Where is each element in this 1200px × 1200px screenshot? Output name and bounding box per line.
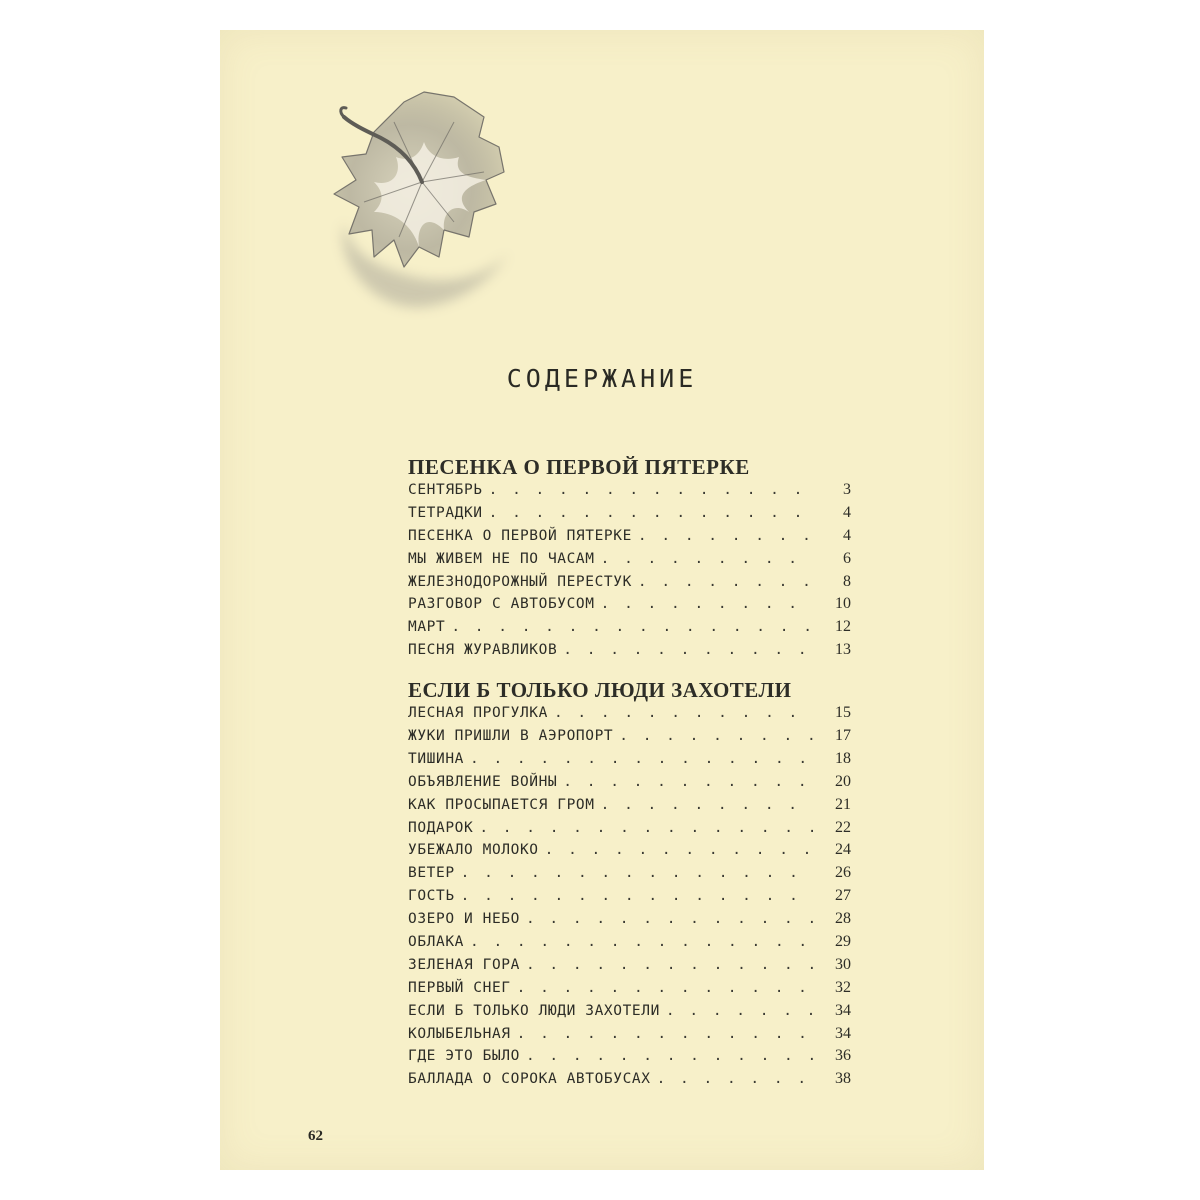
entry-page: 32 xyxy=(835,978,851,996)
entry-page: 17 xyxy=(835,727,851,745)
toc-entry xyxy=(408,618,851,641)
toc-section xyxy=(408,453,851,664)
dot-leader xyxy=(461,888,813,904)
entry-title: ПЕСЕНКА О ПЕРВОЙ ПЯТЕРКЕ xyxy=(408,527,632,544)
toc-entry xyxy=(408,1002,851,1025)
entry-page: 18 xyxy=(835,749,851,767)
entry-title: ПЕРВЫЙ СНЕГ xyxy=(408,979,511,996)
entry-page: 30 xyxy=(835,955,851,973)
toc-entry xyxy=(408,887,851,910)
toc-entry xyxy=(408,910,851,933)
entry-title: ЕСЛИ Б ТОЛЬКО ЛЮДИ ЗАХОТЕЛИ xyxy=(408,1002,660,1019)
toc-entry xyxy=(408,956,851,979)
toc-entry xyxy=(408,819,851,842)
entry-title: РАЗГОВОР С АВТОБУСОМ xyxy=(408,596,595,613)
dot-leader xyxy=(526,957,813,973)
entry-page: 34 xyxy=(835,1024,851,1042)
toc-entry xyxy=(408,796,851,819)
toc-entry xyxy=(408,933,851,956)
entry-title: СЕНТЯБРЬ xyxy=(408,482,483,498)
toc-entry xyxy=(408,527,851,550)
toc-entry xyxy=(408,550,851,573)
toc-entry xyxy=(408,727,851,750)
entry-page: 10 xyxy=(835,595,851,613)
toc-section xyxy=(408,676,851,1093)
table-of-contents xyxy=(408,453,851,1093)
entry-page: 22 xyxy=(835,818,851,836)
dot-leader xyxy=(461,865,813,881)
dot-leader xyxy=(666,1003,813,1019)
dot-leader xyxy=(470,751,813,767)
entry-page: 3 xyxy=(843,481,851,498)
section-heading: ПЕСЕНКА О ПЕРВОЙ ПЯТЕРКЕ xyxy=(408,455,750,479)
toc-entry xyxy=(408,1070,851,1093)
dot-leader xyxy=(601,551,813,567)
dot-leader xyxy=(489,482,813,498)
entry-title: ТИШИНА xyxy=(408,750,464,767)
entry-page: 24 xyxy=(835,841,851,859)
entry-title: ГДЕ ЭТО БЫЛО xyxy=(408,1048,520,1065)
toc-entry xyxy=(408,481,851,504)
toc-entry xyxy=(408,979,851,1002)
dot-leader xyxy=(638,574,813,590)
toc-entry xyxy=(408,1025,851,1048)
entry-page: 4 xyxy=(843,526,851,544)
dot-leader xyxy=(470,934,813,950)
entry-title: КАК ПРОСЫПАЕТСЯ ГРОМ xyxy=(408,796,595,813)
entry-page: 4 xyxy=(843,503,851,521)
entry-title: ЛЕСНАЯ ПРОГУЛКА xyxy=(408,705,548,722)
entry-page: 21 xyxy=(835,795,851,813)
section-spacer xyxy=(408,664,851,676)
entry-title: УБЕЖАЛО МОЛОКО xyxy=(408,842,539,859)
entry-page: 27 xyxy=(835,887,851,905)
entry-title: ЗЕЛЕНАЯ ГОРА xyxy=(408,956,520,973)
dot-leader xyxy=(517,980,813,996)
entry-page: 28 xyxy=(835,910,851,928)
toc-entry xyxy=(408,841,851,864)
toc-entry xyxy=(408,704,851,727)
dot-leader xyxy=(601,797,813,813)
dot-leader xyxy=(657,1071,813,1087)
entry-title: ЖУКИ ПРИШЛИ В АЭРОПОРТ xyxy=(408,728,614,745)
entry-page: 36 xyxy=(835,1047,851,1065)
maple-leaf-icon xyxy=(304,62,554,322)
section-heading: ЕСЛИ Б ТОЛЬКО ЛЮДИ ЗАХОТЕЛИ xyxy=(408,678,792,703)
dot-leader xyxy=(638,528,813,544)
entry-page: 6 xyxy=(843,549,851,567)
entry-page: 26 xyxy=(835,864,851,882)
dot-leader xyxy=(619,728,813,744)
entry-page: 8 xyxy=(843,572,851,590)
toc-entry xyxy=(408,504,851,527)
entry-title: ОЗЕРО И НЕБО xyxy=(408,911,520,928)
toc-entry xyxy=(408,573,851,596)
entry-title: ПОДАРОК xyxy=(408,819,474,836)
entry-page: 29 xyxy=(835,933,851,951)
book-page xyxy=(220,30,984,1170)
toc-entry xyxy=(408,1047,851,1070)
toc-entry xyxy=(408,595,851,618)
entry-page: 12 xyxy=(835,618,851,636)
dot-leader xyxy=(554,705,813,721)
entry-title: ОБЪЯВЛЕНИЕ ВОЙНЫ xyxy=(408,773,558,790)
dot-leader xyxy=(517,1026,813,1042)
dot-leader xyxy=(526,911,813,927)
dot-leader xyxy=(563,642,813,658)
dot-leader xyxy=(601,596,813,612)
dot-leader xyxy=(489,505,813,521)
dot-leader xyxy=(479,820,813,836)
toc-entry xyxy=(408,773,851,796)
entry-title: МЫ ЖИВЕМ НЕ ПО ЧАСАМ xyxy=(408,550,595,567)
dot-leader xyxy=(526,1048,813,1064)
dot-leader xyxy=(451,619,813,635)
entry-title: МАРТ xyxy=(408,619,446,636)
entry-title: ВЕТЕР xyxy=(408,865,455,882)
entry-page: 20 xyxy=(835,772,851,790)
entry-title: ЖЕЛЕЗНОДОРОЖНЫЙ ПЕРЕСТУК xyxy=(408,573,632,590)
entry-page: 38 xyxy=(835,1070,851,1088)
dot-leader xyxy=(563,774,813,790)
entry-title: ТЕТРАДКИ xyxy=(408,504,483,521)
entry-page: 15 xyxy=(835,704,851,722)
toc-entry xyxy=(408,864,851,887)
toc-entry xyxy=(408,750,851,773)
entry-title: КОЛЫБЕЛЬНАЯ xyxy=(408,1025,511,1042)
entry-title: ГОСТЬ xyxy=(408,888,455,905)
entry-title: ОБЛАКА xyxy=(408,934,464,951)
dot-leader xyxy=(545,842,813,858)
entry-page: 13 xyxy=(835,641,851,659)
page-number: 62 xyxy=(308,1128,323,1144)
toc-entry xyxy=(408,641,851,664)
entry-title: ПЕСНЯ ЖУРАВЛИКОВ xyxy=(408,642,558,659)
entry-title: БАЛЛАДА О СОРОКА АВТОБУСАХ xyxy=(408,1071,651,1088)
page-title: СОДЕРЖАНИЕ xyxy=(506,364,698,393)
entry-page: 34 xyxy=(835,1001,851,1019)
